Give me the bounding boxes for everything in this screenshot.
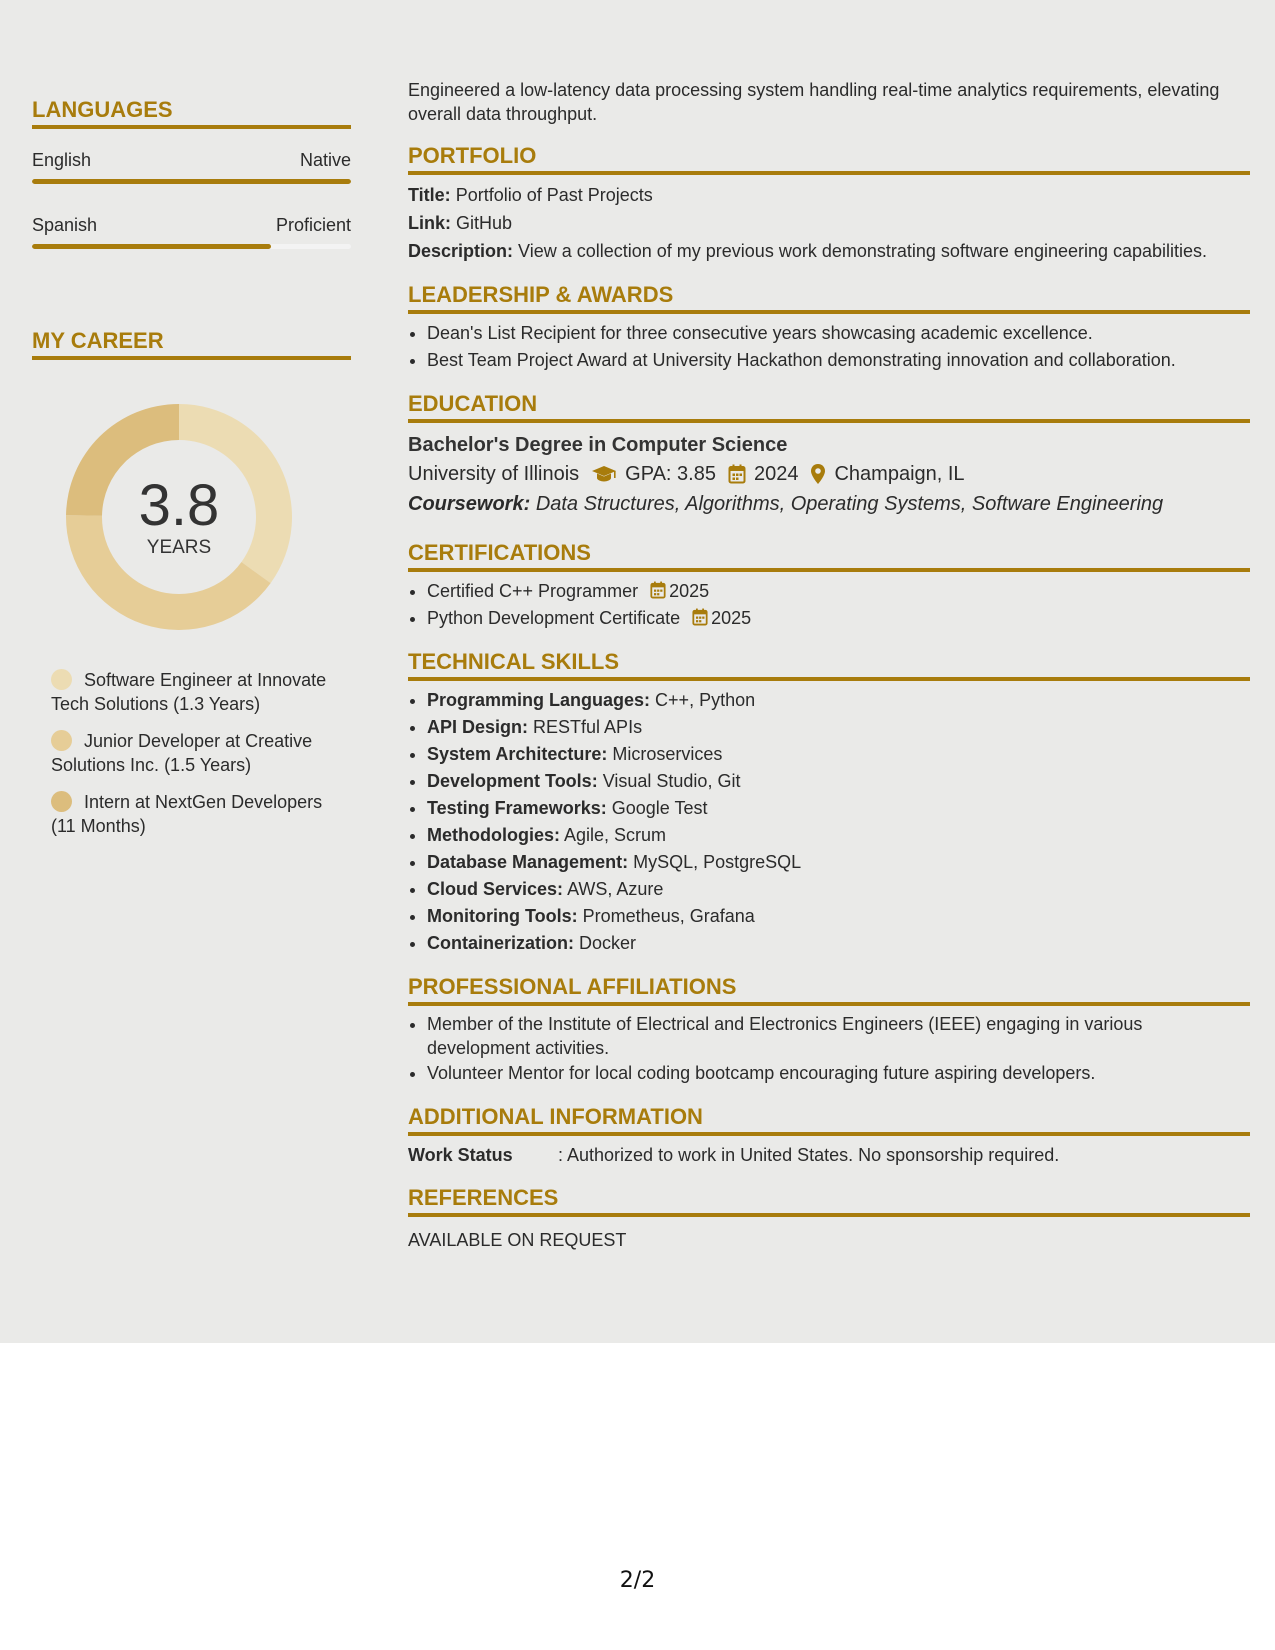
leadership-section — [408, 281, 1250, 374]
list-item: • Volunteer Mentor for local coding bootcamp encouraging future aspiring developers. — [427, 1060, 1250, 1087]
list-item: • System Architecture: Microservices — [427, 741, 1250, 768]
legend-item — [51, 729, 336, 777]
legend-dot — [51, 791, 72, 812]
portfolio-section — [408, 142, 1250, 265]
language-bar-fill — [32, 179, 351, 184]
additional-section — [408, 1103, 1250, 1168]
leadership-heading: LEADERSHIP & AWARDS — [408, 281, 1250, 314]
portfolio-heading: PORTFOLIO — [408, 142, 1250, 175]
portfolio-link: Link: GitHub — [408, 213, 513, 233]
list-item: • Best Team Project Award at University Hackathon demonstrating innovation and collaboration. — [427, 347, 1250, 374]
portfolio-description: Description: View a collection of my previous work demonstrating software engineering capabilities. — [408, 241, 1208, 261]
main-column — [408, 78, 1250, 1253]
education-meta — [408, 459, 1250, 489]
list-item: • Containerization: Docker — [427, 930, 1250, 957]
page-number: 2/2 — [619, 1568, 656, 1593]
legend-dot — [51, 730, 72, 751]
career-total-unit: YEARS — [146, 537, 212, 558]
skills-section — [408, 648, 1250, 957]
education-section — [408, 390, 1250, 519]
language-name: Spanish — [32, 215, 98, 235]
career-section — [32, 327, 351, 838]
portfolio-link-text[interactable]: GitHub — [456, 213, 513, 233]
additional-heading: ADDITIONAL INFORMATION — [408, 1103, 1250, 1136]
sidebar — [32, 96, 351, 851]
map-pin-icon — [810, 463, 826, 485]
legend-item — [51, 668, 336, 716]
affiliations-section — [408, 973, 1250, 1087]
list-item: • Member of the Institute of Electrical and Electronics Engineers (IEEE) engaging in various development activities. — [427, 1012, 1250, 1060]
education-location: Champaign, IL — [834, 463, 965, 485]
career-legend — [51, 668, 336, 838]
list-item: • Dean's List Recipient for three consecutive years showcasing academic excellence. — [427, 320, 1250, 347]
list-item: • Monitoring Tools: Prometheus, Grafana — [427, 903, 1250, 930]
education-gpa: GPA: 3.85 — [625, 463, 716, 485]
legend-dot — [51, 669, 72, 690]
list-item: • Cloud Services: AWS, Azure — [427, 876, 1250, 903]
language-item — [32, 149, 351, 184]
education-year: 2024 — [753, 463, 799, 485]
legend-label: Intern at NextGen Developers (11 Months) — [51, 792, 323, 836]
portfolio-title: Title: Portfolio of Past Projects — [408, 185, 653, 205]
certifications-heading: CERTIFICATIONS — [408, 539, 1250, 572]
certifications-section — [408, 539, 1250, 632]
career-donut — [64, 402, 294, 632]
calendar-icon — [650, 581, 666, 599]
work-status-row — [408, 1142, 1250, 1168]
languages-heading: LANGUAGES — [32, 96, 351, 129]
career-heading: MY CAREER — [32, 327, 351, 360]
list-item: • Certified C++ Programmer 2025 — [427, 578, 1250, 605]
language-level: Native — [299, 150, 351, 170]
language-name: English — [32, 150, 92, 170]
career-total-years: 3.8 — [138, 473, 220, 538]
education-coursework: Coursework: Data Structures, Algorithms, Operating Systems, Software Engineering — [408, 493, 1164, 515]
list-item: • Programming Languages: C++, Python — [427, 687, 1250, 714]
legend-label: Junior Developer at Creative Solutions Inc. (1.5 Years) — [51, 731, 313, 775]
language-bar-fill — [32, 244, 271, 249]
list-item: • Testing Frameworks: Google Test — [427, 795, 1250, 822]
references-text: AVAILABLE ON REQUEST — [408, 1230, 627, 1250]
calendar-icon — [692, 608, 708, 626]
references-section — [408, 1184, 1250, 1253]
language-bar — [32, 179, 351, 184]
list-item: • Development Tools: Visual Studio, Git — [427, 768, 1250, 795]
skills-heading: TECHNICAL SKILLS — [408, 648, 1250, 681]
intro-paragraph: Engineered a low-latency data processing system handling real-time analytics requirements, elevating overall data throughput. — [408, 80, 1220, 124]
language-item — [32, 214, 351, 249]
education-heading: EDUCATION — [408, 390, 1250, 423]
list-item: • Python Development Certificate 2025 — [427, 605, 1250, 632]
calendar-icon — [728, 464, 746, 484]
graduation-cap-icon — [591, 465, 617, 483]
references-heading: REFERENCES — [408, 1184, 1250, 1217]
list-item: • API Design: RESTful APIs — [427, 714, 1250, 741]
legend-item — [51, 790, 336, 838]
legend-label: Software Engineer at Innovate Tech Solutions (1.3 Years) — [51, 670, 327, 714]
list-item: • Database Management: MySQL, PostgreSQL — [427, 849, 1250, 876]
education-degree: Bachelor's Degree in Computer Science — [408, 434, 788, 456]
work-status-value: : Authorized to work in United States. No sponsorship required. — [558, 1145, 1060, 1165]
language-level: Proficient — [275, 215, 351, 235]
certification-year: 2025 — [669, 581, 710, 601]
affiliations-heading: PROFESSIONAL AFFILIATIONS — [408, 973, 1250, 1006]
certification-year: 2025 — [711, 608, 752, 628]
languages-section — [32, 96, 351, 249]
list-item: • Methodologies: Agile, Scrum — [427, 822, 1250, 849]
work-status-label: Work Status — [408, 1145, 513, 1165]
language-bar — [32, 244, 351, 249]
education-school: University of Illinois — [408, 463, 580, 485]
